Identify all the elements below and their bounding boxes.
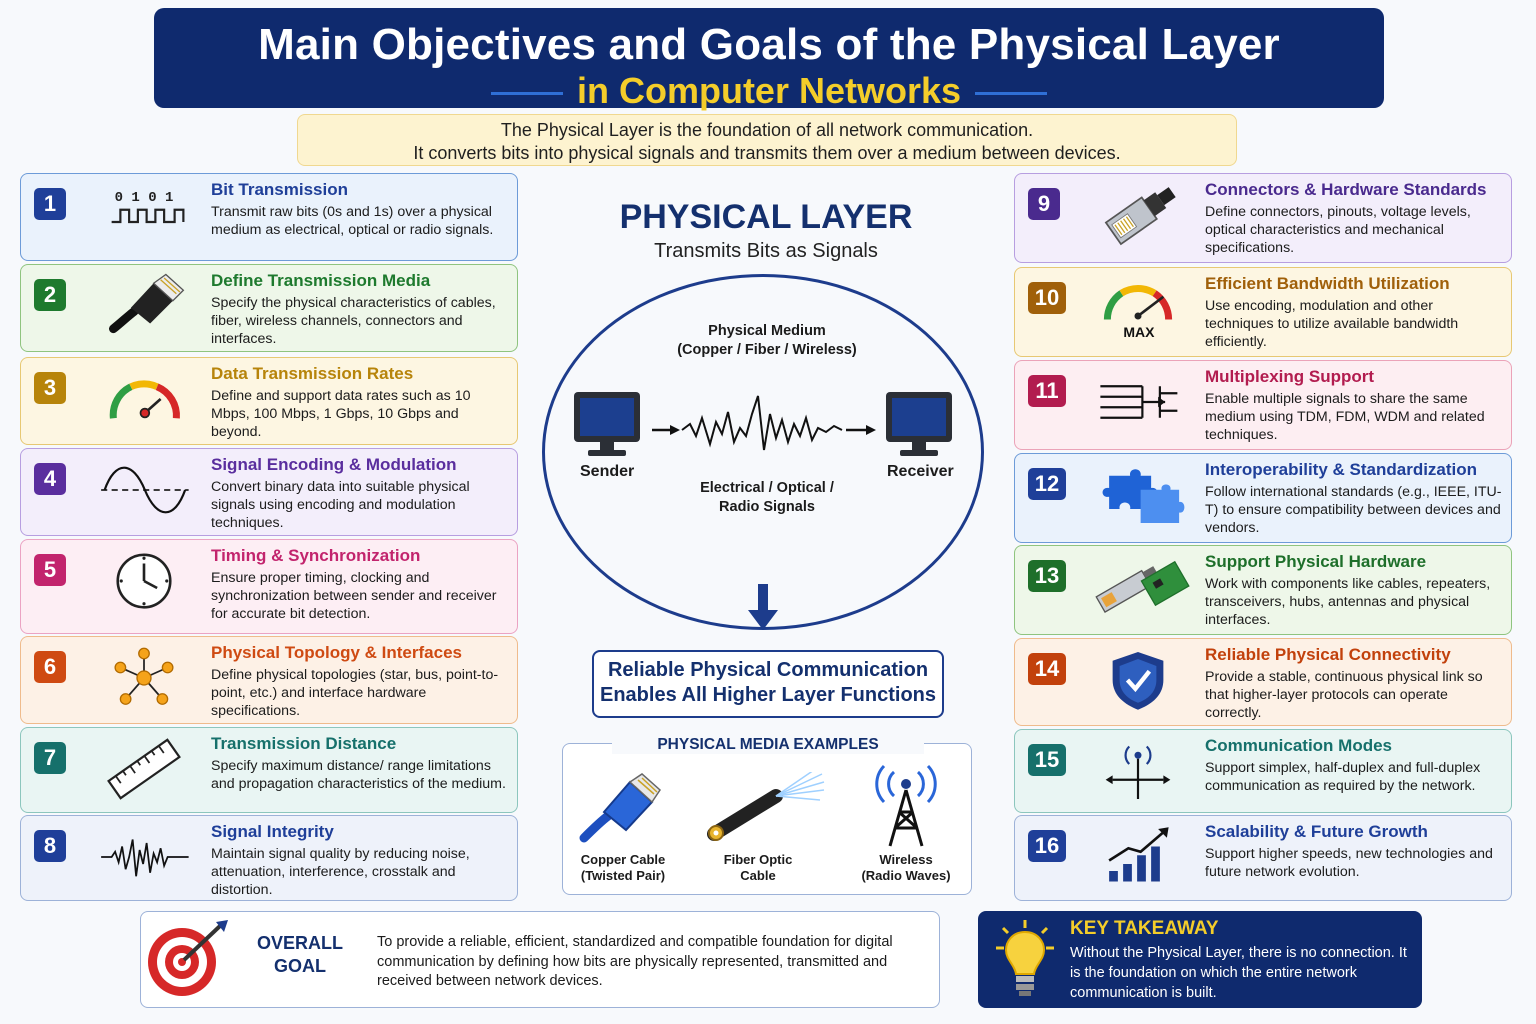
objective-title-define-transmission-media: Define Transmission Media — [211, 271, 431, 290]
objective-desc: Enable multiple signals to share the same medium using TDM, FDM, WDM and related techniques. — [1205, 391, 1485, 443]
wireless-line-2: (Radio Waves) — [861, 868, 951, 883]
binary-wave-icon — [89, 180, 199, 250]
objective-number: 12 — [1028, 468, 1066, 500]
objective-title-transmission-distance: Transmission Distance — [211, 734, 397, 753]
wireless-line-1: Wireless — [879, 852, 933, 867]
goal-title-line-1: OVERALL — [256, 933, 343, 953]
objective-number: 7 — [34, 742, 66, 774]
ethernet-cable-icon — [89, 271, 199, 341]
puzzle-icon — [1083, 460, 1193, 530]
multiplexer-icon — [1083, 367, 1193, 437]
topology-icon — [89, 643, 199, 713]
ruler-icon — [89, 734, 199, 804]
gauge-max-icon — [1083, 274, 1193, 344]
objective-title-signal-encoding-and-modulation: Signal Encoding & Modulation — [211, 455, 457, 474]
receiver-computer-icon — [886, 392, 952, 456]
objective-title-bit-transmission: Bit Transmission — [211, 180, 348, 199]
reliable-communication-box — [592, 650, 944, 718]
intro-line-1: The Physical Layer is the foundation of all network communication. — [500, 120, 1034, 140]
noise-signal-icon — [89, 822, 199, 892]
sender-computer-icon — [574, 392, 640, 456]
signals-line-1: Electrical / Optical / — [700, 480, 834, 496]
objective-number: 3 — [34, 372, 66, 404]
objective-desc: Maintain signal quality by reducing noise, attenuation, interference, crosstalk and distortion. — [211, 846, 470, 898]
objective-title-efficient-bandwidth-utilization: Efficient Bandwidth Utilization — [1205, 274, 1450, 293]
objective-number: 11 — [1028, 375, 1066, 407]
objective-number: 13 — [1028, 560, 1066, 592]
objective-desc: Define physical topologies (star, bus, point-to-point, etc.) and interface hardware specifications. — [211, 667, 499, 719]
page-title: Main Objectives and Goals of the Physical Layer — [258, 20, 1280, 69]
overall-goal-text: To provide a reliable, efficient, standardized and compatible foundation for digital communication by defining how bits are physically represented, transmitted and received between network devices. — [377, 934, 893, 989]
down-arrow-icon — [746, 584, 780, 634]
lightbulb-icon — [988, 918, 1062, 1000]
objective-card-5 — [20, 539, 518, 634]
objective-card-15 — [1014, 729, 1512, 813]
physical-layer-subtitle: Transmits Bits as Signals — [654, 240, 878, 262]
fiber-optic-icon — [706, 772, 826, 844]
objective-card-13 — [1014, 545, 1512, 635]
media-fiber-label — [698, 852, 818, 884]
rj45-connector-icon — [1083, 180, 1193, 250]
max-label: MAX — [1123, 324, 1155, 340]
objective-card-4 — [20, 448, 518, 536]
target-icon — [146, 918, 230, 998]
objective-card-7 — [20, 727, 518, 813]
objective-number: 16 — [1028, 830, 1066, 862]
objective-number: 5 — [34, 554, 66, 586]
objective-desc: Define and support data rates such as 10 Mbps, 100 Mbps, 1 Gbps, 10 Gbps and beyond. — [211, 388, 471, 440]
medium-line-1: Physical Medium — [708, 323, 826, 339]
media-wireless-label — [846, 852, 966, 884]
copper-cable-icon — [578, 772, 662, 844]
key-takeaway-title: KEY TAKEAWAY — [1070, 918, 1219, 939]
objective-title-signal-integrity: Signal Integrity — [211, 822, 334, 841]
transceiver-icon — [1083, 552, 1193, 622]
sender-label: Sender — [580, 463, 635, 480]
objective-desc: Provide a stable, continuous physical link so that higher-layer protocols can operate correctly. — [1205, 669, 1483, 721]
growth-chart-icon — [1083, 822, 1193, 892]
sender-receiver-signal-graphic — [570, 384, 960, 464]
objective-number: 9 — [1028, 188, 1060, 220]
objective-title-scalability-and-future-growth: Scalability & Future Growth — [1205, 822, 1428, 841]
objective-desc: Define connectors, pinouts, voltage levels, optical characteristics and mechanical specifications. — [1205, 204, 1471, 256]
overall-goal-title — [248, 932, 352, 978]
fiber-line-2: Cable — [740, 868, 776, 883]
objective-desc: Use encoding, modulation and other techniques to utilize available bandwidth efficiently. — [1205, 298, 1459, 350]
subtitle-rule-right — [975, 92, 1047, 95]
objective-title-physical-topology-and-interfaces: Physical Topology & Interfaces — [211, 643, 462, 662]
objective-title-support-physical-hardware: Support Physical Hardware — [1205, 552, 1427, 571]
radio-tower-icon — [868, 764, 944, 850]
objective-number: 10 — [1028, 282, 1066, 314]
objective-title-communication-modes: Communication Modes — [1205, 736, 1393, 755]
objective-desc: Transmit raw bits (0s and 1s) over a physical medium as electrical, optical or radio signals. — [211, 204, 494, 238]
objective-title-timing-and-synchronization: Timing & Synchronization — [211, 546, 421, 565]
objective-card-14 — [1014, 638, 1512, 726]
copper-line-2: (Twisted Pair) — [580, 868, 666, 883]
intro-line-2: It converts bits into physical signals and transmits them over a medium between devices. — [413, 143, 1121, 163]
objective-title-interoperability-and-standardization: Interoperability & Standardization — [1205, 460, 1478, 479]
objective-title-data-transmission-rates: Data Transmission Rates — [211, 364, 414, 383]
objective-card-12 — [1014, 453, 1512, 543]
objective-card-10 — [1014, 267, 1512, 357]
objective-desc: Support higher speeds, new technologies and future network evolution. — [1205, 846, 1493, 880]
goal-title-line-2: GOAL — [274, 956, 326, 976]
objective-card-11 — [1014, 360, 1512, 450]
objective-desc: Work with components like cables, repeaters, transceivers, hubs, antennas and physical interfaces. — [1205, 576, 1491, 628]
sine-wave-icon — [89, 455, 199, 525]
medium-line-2: (Copper / Fiber / Wireless) — [677, 342, 857, 358]
signals-label — [672, 479, 862, 517]
binary-digits: 0 1 0 1 — [114, 190, 174, 206]
objective-card-2 — [20, 264, 518, 352]
objective-title-reliable-physical-connectivity: Reliable Physical Connectivity — [1205, 645, 1451, 664]
receiver-label: Receiver — [887, 463, 954, 480]
intro-box — [297, 114, 1237, 166]
subtitle-rule-left — [491, 92, 563, 95]
shield-check-icon — [1083, 645, 1193, 715]
objective-number: 1 — [34, 188, 66, 220]
copper-line-1: Copper Cable — [580, 852, 666, 867]
physical-layer-title: PHYSICAL LAYER — [619, 198, 913, 236]
media-copper-label — [563, 852, 683, 884]
reliable-line-1: Reliable Physical Communication — [607, 659, 929, 681]
objective-title-multiplexing-support: Multiplexing Support — [1205, 367, 1375, 386]
reliable-line-2: Enables All Higher Layer Functions — [600, 684, 936, 706]
objective-number: 4 — [34, 463, 66, 495]
objective-title-connectors-and-hardware-standards: Connectors & Hardware Standards — [1205, 180, 1487, 199]
objective-number: 6 — [34, 651, 66, 683]
objective-card-16 — [1014, 815, 1512, 901]
title-banner — [154, 8, 1384, 111]
signal-wave-graphic — [652, 396, 876, 450]
objective-desc: Specify maximum distance/ range limitations and propagation characteristics of the medium. — [211, 758, 506, 792]
physical-medium-label — [662, 322, 872, 360]
objective-card-8 — [20, 815, 518, 901]
page-subtitle-text: in Computer Networks — [576, 70, 962, 111]
speedometer-icon — [89, 364, 199, 434]
clock-icon — [89, 546, 199, 616]
objective-card-6 — [20, 636, 518, 724]
page-subtitle — [154, 70, 1384, 112]
objective-number: 14 — [1028, 653, 1066, 685]
physical-media-title: PHYSICAL MEDIA EXAMPLES — [612, 736, 924, 754]
objective-number: 8 — [34, 830, 66, 862]
objective-card-9 — [1014, 173, 1512, 263]
objective-number: 15 — [1028, 744, 1066, 776]
objective-card-3 — [20, 357, 518, 445]
antenna-arrows-icon — [1083, 736, 1193, 806]
objective-desc: Ensure proper timing, clocking and synchronization between sender and receiver for accurate bit detection. — [211, 570, 497, 622]
objective-desc: Specify the physical characteristics of cables, fiber, wireless channels, connectors and interfaces. — [211, 295, 496, 347]
objective-desc: Follow international standards (e.g., IEEE, ITU-T) to ensure compatibility between devices and vendors. — [1205, 484, 1502, 536]
objective-card-1 — [20, 173, 518, 261]
key-takeaway-text: Without the Physical Layer, there is no connection. It is the foundation on which the entire network communication is built. — [1070, 945, 1407, 1001]
objective-number: 2 — [34, 279, 66, 311]
fiber-line-1: Fiber Optic — [723, 852, 793, 867]
objective-desc: Support simplex, half-duplex and full-duplex communication as required by the network. — [1205, 760, 1481, 794]
signals-line-2: Radio Signals — [719, 499, 815, 515]
objective-desc: Convert binary data into suitable physical signals using encoding and modulation techniques. — [211, 479, 470, 531]
